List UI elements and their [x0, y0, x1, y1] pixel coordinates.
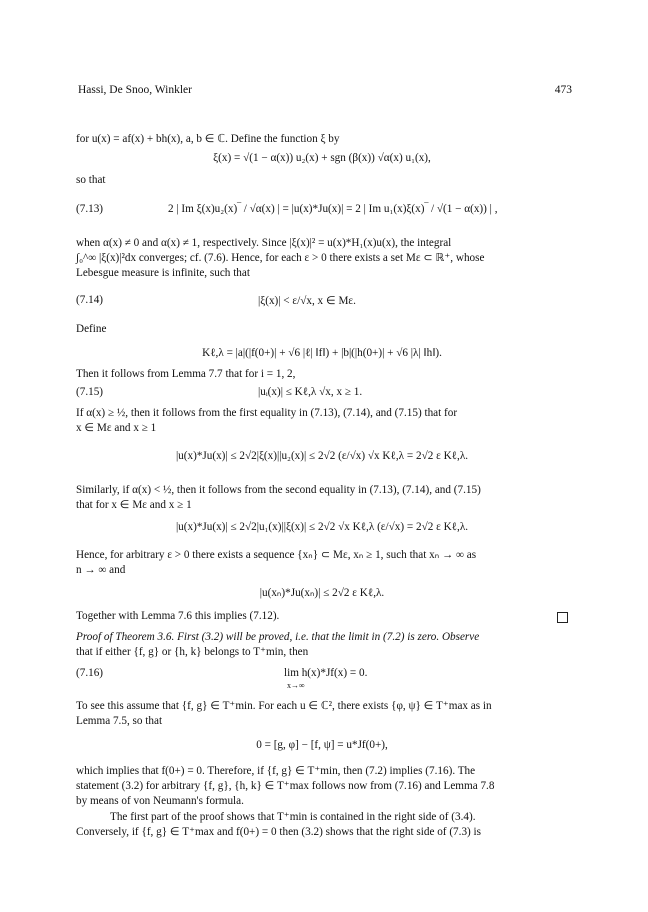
equation-inequality-2: |u(x)*Ju(x)| ≤ 2√2|u₁(x)||ξ(x)| ≤ 2√2 √x Kℓ,λ (ε/√x) = 2√2 ε Kℓ,λ.	[175, 521, 469, 533]
text-line: Similarly, if α(x) < ½, then it follows from the second equality in (7.13), (7.14), and (7.15)	[76, 484, 481, 496]
equation-label: (7.16)	[76, 667, 104, 679]
equation-label: (7.13)	[76, 203, 104, 215]
limit-subscript: x→∞	[287, 681, 305, 690]
equation-xi: ξ(x) = √(1 − α(x)) u₂(x) + sgn (β(x)) √α(x) u₁(x),	[213, 152, 431, 164]
qed-square-icon	[557, 612, 568, 623]
text-line: Together with Lemma 7.6 this implies (7.12).	[76, 610, 280, 622]
text-line: Hence, for arbitrary ε > 0 there exists a sequence {xₙ} ⊂ Mε, xₙ ≥ 1, such that xₙ → ∞ as	[76, 549, 477, 561]
text-line: ∫₀^∞ |ξ(x)|²dx converges; cf. (7.6). Hence, for each ε > 0 there exists a set Mε ⊂ ℝ⁺, whose	[76, 252, 485, 264]
text-line: when α(x) ≠ 0 and α(x) ≠ 1, respectively. Since |ξ(x)|² = u(x)*H₁(x)u(x), the integral	[76, 237, 452, 249]
text-line: Conversely, if {f, g} ∈ T⁺max and f(0+) = 0 then (3.2) shows that the right side of (7.3) is	[76, 826, 482, 838]
text-line: x ∈ Mε and x ≥ 1	[76, 422, 157, 434]
text-line: so that	[76, 174, 106, 186]
text-line: that if either {f, g} or {h, k} belongs to T⁺min, then	[76, 646, 309, 658]
equation-bracket: 0 = [g, φ] − [f, ψ] = u*Jf(0+),	[256, 739, 388, 751]
text-line: by means of von Neumann's formula.	[76, 795, 244, 807]
text-line: Proof of Theorem 3.6. First (3.2) will be proved, i.e. that the limit in (7.2) is zero. Observe	[76, 631, 480, 643]
text-line: Then it follows from Lemma 7.7 that for i = 1, 2,	[76, 368, 296, 380]
text-line: that for x ∈ Mε and x ≥ 1	[76, 499, 192, 511]
text-line: Define	[76, 323, 107, 335]
text-line: Lemma 7.5, so that	[76, 715, 163, 727]
equation-K: Kℓ,λ = |a|(|f(0+)| + √6 |ℓ| ‖f‖) + |b|(|h(0+)| + √6 |λ| ‖h‖).	[202, 347, 442, 359]
equation-7-13: 2 | Im ξ(x)u₂(x)‾ / √α(x) | = |u(x)*Ju(x)| = 2 | Im u₁(x)ξ(x)‾ / √(1 − α(x)) | ,	[168, 203, 498, 215]
equation-sequence: |u(xₙ)*Ju(xₙ)| ≤ 2√2 ε Kℓ,λ.	[259, 587, 385, 599]
running-header-authors: Hassi, De Snoo, Winkler	[78, 84, 192, 96]
equation-7-14: |ξ(x)| < ε/√x, x ∈ Mε.	[258, 295, 356, 307]
text-line: Lebesgue measure is infinite, such that	[76, 267, 250, 279]
equation-7-16: lim h(x)*Jf(x) = 0.	[284, 667, 368, 679]
text-line: If α(x) ≥ ½, then it follows from the first equality in (7.13), (7.14), and (7.15) that for	[76, 407, 458, 419]
equation-label: (7.14)	[76, 294, 104, 306]
text-line: for u(x) = af(x) + bh(x), a, b ∈ ℂ. Define the function ξ by	[76, 133, 340, 145]
page-number: 473	[554, 84, 572, 96]
equation-7-15: |uᵢ(x)| ≤ Kℓ,λ √x, x ≥ 1.	[258, 386, 363, 398]
text-line: n → ∞ and	[76, 564, 126, 576]
equation-inequality-1: |u(x)*Ju(x)| ≤ 2√2|ξ(x)||u₂(x)| ≤ 2√2 (ε/√x) √x Kℓ,λ = 2√2 ε Kℓ,λ.	[175, 450, 469, 462]
equation-label: (7.15)	[76, 386, 104, 398]
text-line: which implies that f(0+) = 0. Therefore, if {f, g} ∈ T⁺min, then (7.2) implies (7.16). The	[76, 765, 476, 777]
text-line: To see this assume that {f, g} ∈ T⁺min. For each u ∈ ℂ², there exists {φ, ψ} ∈ T⁺max as in	[76, 700, 492, 712]
text-line: statement (3.2) for arbitrary {f, g}, {h, k} ∈ T⁺max follows now from (7.16) and Lemma 7.8	[76, 780, 495, 792]
text-line: The first part of the proof shows that T⁺min is contained in the right side of (3.4).	[110, 811, 476, 823]
